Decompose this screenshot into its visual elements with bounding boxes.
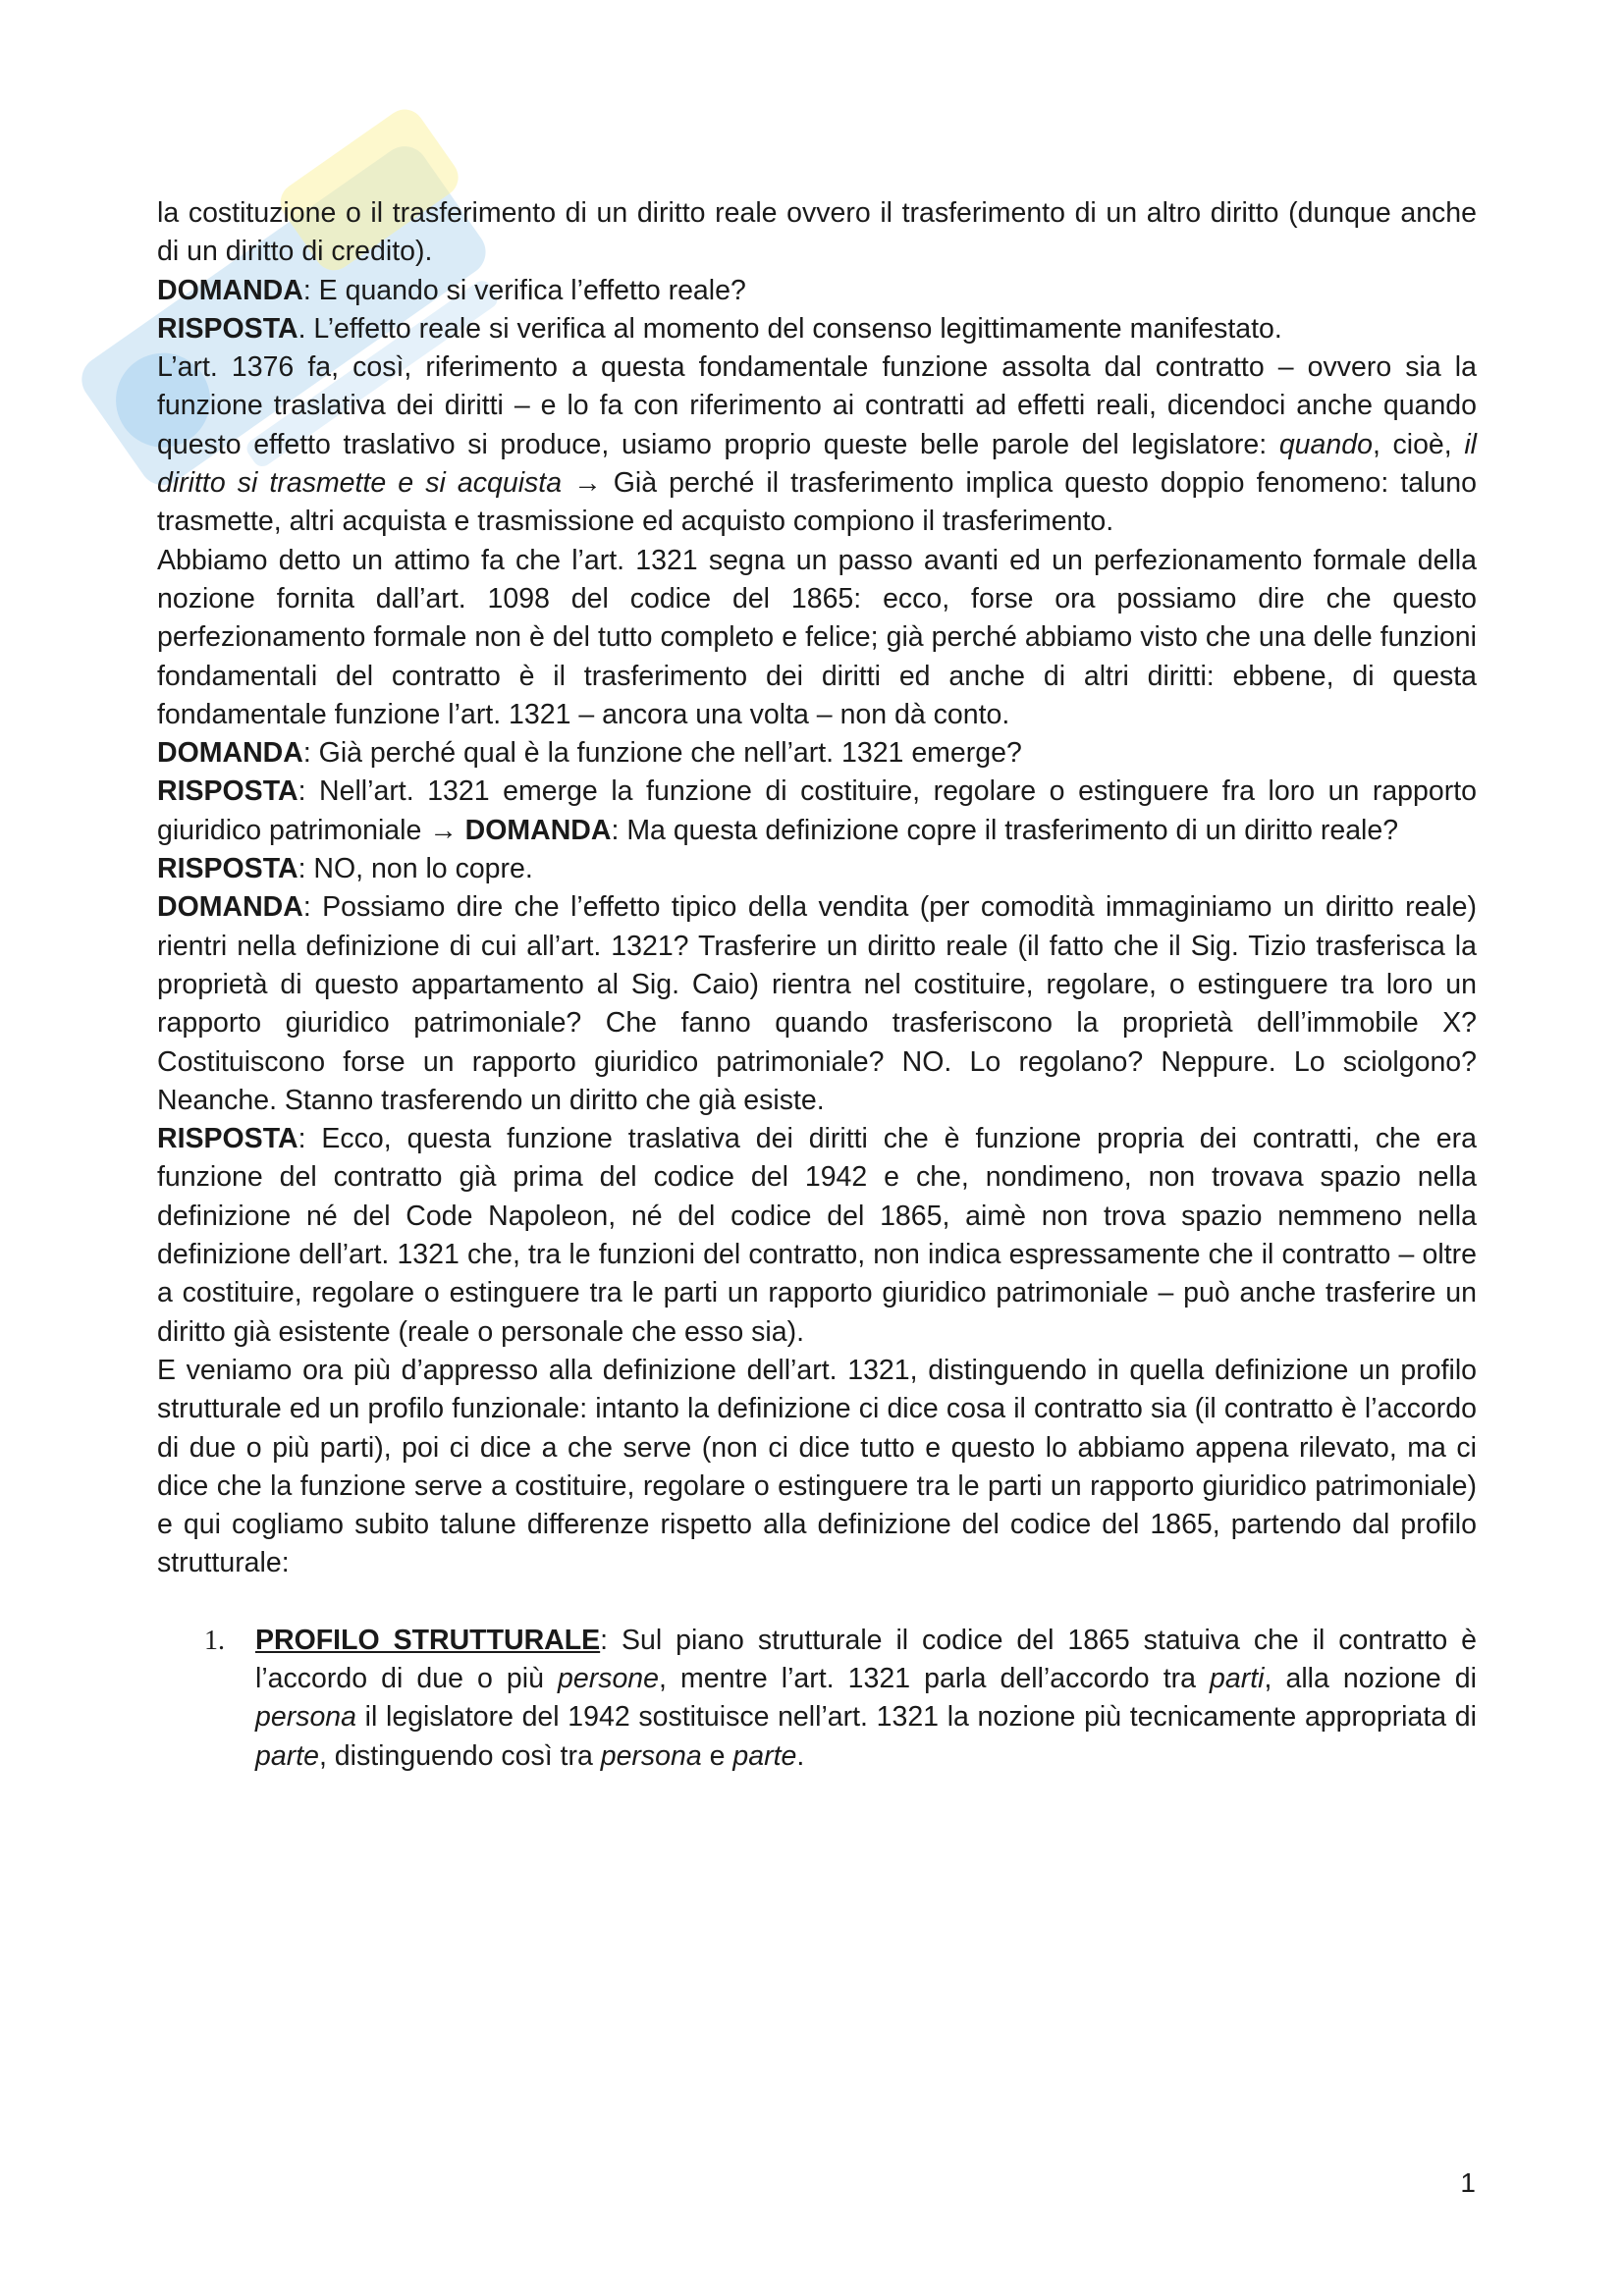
list-item: 1. PROFILO STRUTTURALE: Sul piano strutturale il codice del 1865 statuiva che il contratto è l’accordo di due o più persone, mentre l’art. 1321 parla dell’accordo tra parti, alla nozione di persona il legislatore del 1942 sostituisce nell’art. 1321 la nozione più tecnicamente appropriata di parte, distinguendo così tra persona e parte. [157,1622,1477,1776]
domanda-label: DOMANDA [464,814,612,846]
risposta-label: RISPOSTA [157,775,298,808]
domanda-label: DOMANDA [157,737,303,770]
risposta-label: RISPOSTA [157,853,298,885]
domanda-label: DOMANDA [157,891,303,924]
arrow-right-icon: → [429,814,465,846]
document-body [157,194,1477,1776]
profilo-strutturale-heading: PROFILO STRUTTURALE [255,1624,601,1656]
answer-funzione-traslativa: RISPOSTA: Ecco, questa funzione traslativa dei diritti che è funzione propria dei contratti, che era funzione del contratto già prima del codice del 1942 e che, nondimeno, non trovava spazio nella definizione né del Code Napoleon, né del codice del 1865, aimè non trova spazio nemmeno nella definizione dell’art. 1321 che, tra le funzioni del contratto, non indica espressamente che il contratto – oltre a costituire, regolare o estinguere tra le parti un rapporto giuridico patrimoniale – può anche trasferire un diritto già esistente (reale o personale che esso sia). [157,1123,1477,1348]
paragraph-art-1376: L’art. 1376 fa, così, riferimento a questa fondamentale funzione assolta dal contratto – ovvero sia la funzione traslativa dei diritti – e lo fa con riferimento ai contratti ad effetti reali, dicendoci anche quando questo effetto traslativo si produce, usiamo proprio queste belle parole del legislatore: quando, cioè, il diritto si trasmette e si acquista → Già perché il trasferimento implica questo doppio fenomeno: taluno trasmette, altri acquista e trasmissione ed acquisto compiono il trasferimento. [157,351,1477,538]
question-funzione: DOMANDA: Già perché qual è la funzione che nell’art. 1321 emerge? [157,737,1022,770]
list-number: 1. [204,1625,225,1656]
answer-funzione: RISPOSTA: Nell’art. 1321 emerge la funzione di costituire, regolare o estinguere fra loro un rapporto giuridico patrimoniale → DOMANDA: Ma questa definizione copre il trasferimento di un diritto reale? [157,775,1477,846]
domanda-label: DOMANDA [157,274,303,306]
page-number: 1 [1460,2167,1476,2198]
risposta-label: RISPOSTA [157,312,298,345]
paragraph-art-1321: Abbiamo detto un attimo fa che l’art. 1321 segna un passo avanti ed un perfezionamento formale della nozione fornita dall’art. 1098 del codice del 1865: ecco, forse ora possiamo dire che questo perfezionamento formale non è del tutto completo e felice; già perché abbiamo visto che una delle funzioni fondamentali del contratto è il trasferimento dei diritti ed anche di altri diritti: ebbene, di questa fondamentale funzione l’art. 1321 – ancora una volta – non dà conto. [157,544,1477,730]
question-vendita: DOMANDA: Possiamo dire che l’effetto tipico della vendita (per comodità immaginiamo un diritto reale) rientri nella definizione di cui all’art. 1321? Trasferire un diritto reale (il fatto che il Sig. Tizio trasferisca la proprietà di questo appartamento al Sig. Caio) rientra nel costituire, regolare, o estinguere tra loro un rapporto giuridico patrimoniale? Che fanno quando trasferiscono la proprietà dell’immobile X? Costituiscono forse un rapporto giuridico patrimoniale? NO. Lo regolano? Neppure. Lo sciolgono? Neanche. Stanno trasferendo un diritto che già esiste. [157,891,1477,1116]
answer-copertura: RISPOSTA: NO, non lo copre. [157,853,533,885]
answer-effetto-reale: RISPOSTA. L’effetto reale si verifica al momento del consenso legittimamente manifestato. [157,312,1282,345]
paragraph-intro: la costituzione o il trasferimento di un diritto reale ovvero il trasferimento di un altro diritto (dunque anche di un diritto di credito). [157,197,1477,268]
profili-list [157,1622,1477,1776]
risposta-label: RISPOSTA [157,1123,298,1155]
spacer [157,1583,1477,1622]
paragraph-profili: E veniamo ora più d’appresso alla definizione dell’art. 1321, distinguendo in quella definizione un profilo strutturale ed un profilo funzionale: intanto la definizione ci dice cosa il contratto sia (il contratto è l’accordo di due o più parti), poi ci dice a che serve (non ci dice tutto e questo lo abbiamo appena rilevato, ma ci dice che la funzione serve a costituire, regolare o estinguere tra le parti un rapporto giuridico patrimoniale) e qui cogliamo subito talune differenze rispetto alla definizione del codice del 1865, partendo dal profilo strutturale: [157,1354,1477,1579]
question-effetto-reale: DOMANDA: E quando si verifica l’effetto reale? [157,274,746,306]
arrow-right-icon: → [562,467,614,500]
